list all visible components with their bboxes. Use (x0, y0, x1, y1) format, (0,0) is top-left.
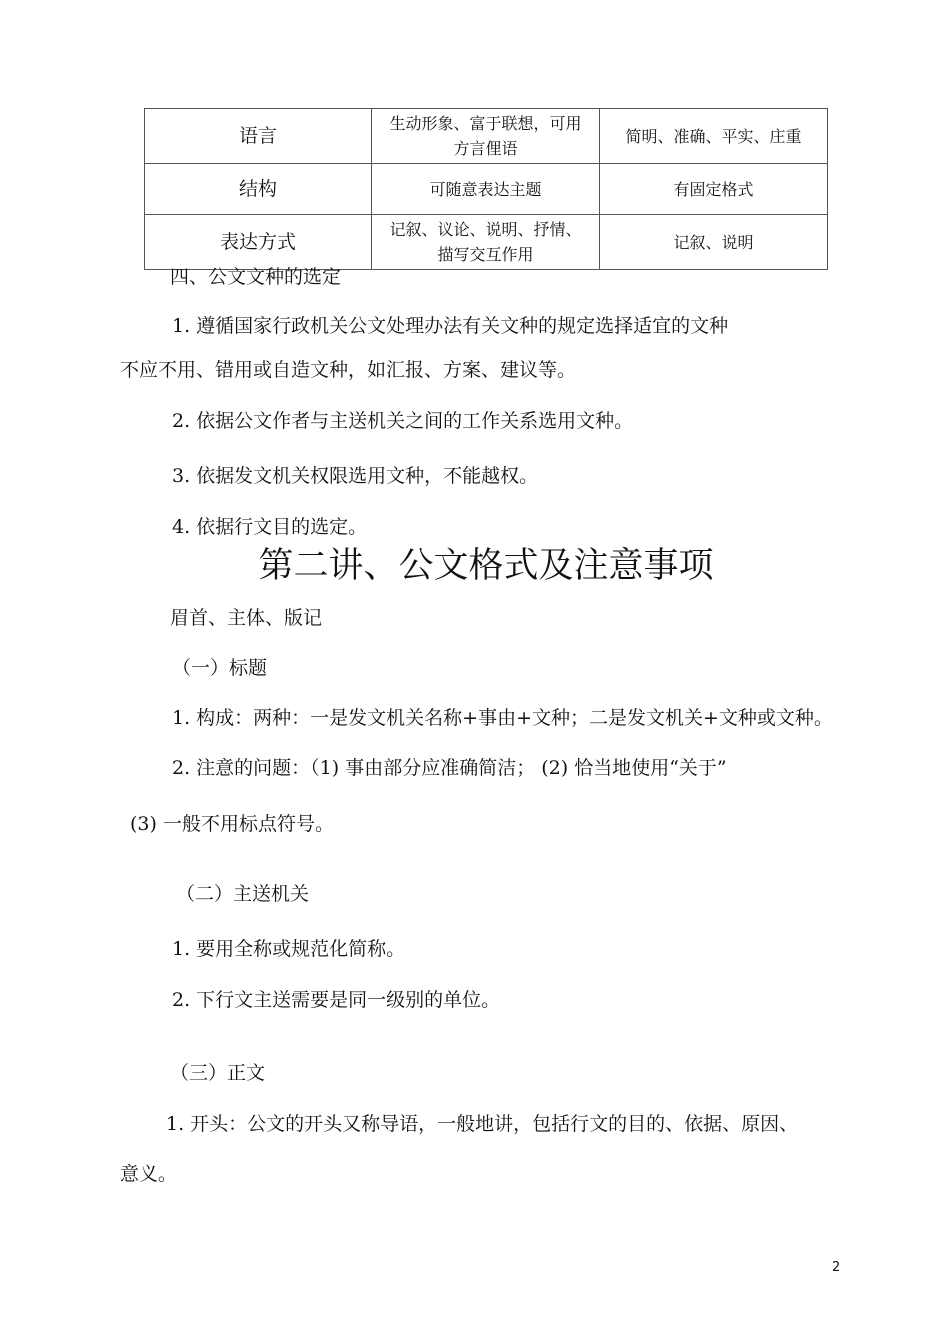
paragraph: 2. 依据公文作者与主送机关之间的工作关系选用文种。 (172, 410, 634, 432)
literary-cell: 记叙、议论、说明、抒情、描写交互作用 (372, 215, 600, 270)
paragraph: 1. 要用全称或规范化简称。 (172, 938, 406, 960)
table-row (145, 164, 828, 215)
table-row (145, 109, 828, 164)
subsection-heading: （一）标题 (172, 657, 268, 679)
official-cell: 有固定格式 (600, 164, 828, 215)
paragraph: 2. 注意的问题：（1) 事由部分应准确简洁； (2) 恰当地使用“关于” (172, 757, 727, 779)
literary-cell: 生动形象、富于联想，可用方言俚语 (372, 109, 600, 164)
subsection-heading: （三）正文 (170, 1062, 266, 1084)
subsection-heading: （二）主送机关 (176, 883, 310, 905)
lecture-title: 第二讲、公文格式及注意事项 (258, 546, 714, 586)
paragraph: 1. 遵循国家行政机关公文处理办法有关文种的规定选择适宜的文种 (172, 315, 729, 337)
literary-cell: 可随意表达主题 (372, 164, 600, 215)
paragraph: 1. 构成：两种：一是发文机关名称+事由+文种；二是发文机关+文种或文种。 (172, 707, 833, 729)
paragraph: (3) 一般不用标点符号。 (130, 813, 334, 835)
row-label: 表达方式 (145, 215, 372, 270)
official-cell: 简明、准确、平实、庄重 (600, 109, 828, 164)
page-number: 2 (832, 1260, 841, 1275)
section-heading: 四、公文文种的选定 (170, 266, 342, 288)
paragraph: 4. 依据行文目的选定。 (172, 516, 368, 538)
paragraph: 3. 依据发文机关权限选用文种，不能越权。 (172, 465, 539, 487)
row-label: 结构 (145, 164, 372, 215)
paragraph: 意义。 (120, 1163, 178, 1185)
paragraph: 眉首、主体、版记 (170, 607, 323, 629)
comparison-table (144, 108, 828, 270)
row-label: 语言 (145, 109, 372, 164)
official-cell: 记叙、说明 (600, 215, 828, 270)
paragraph: 不应不用、错用或自造文种，如汇报、方案、建议等。 (120, 359, 577, 381)
paragraph: 1. 开头：公文的开头又称导语，一般地讲，包括行文的目的、依据、原因、 (166, 1113, 799, 1135)
paragraph: 2. 下行文主送需要是同一级别的单位。 (172, 989, 501, 1011)
